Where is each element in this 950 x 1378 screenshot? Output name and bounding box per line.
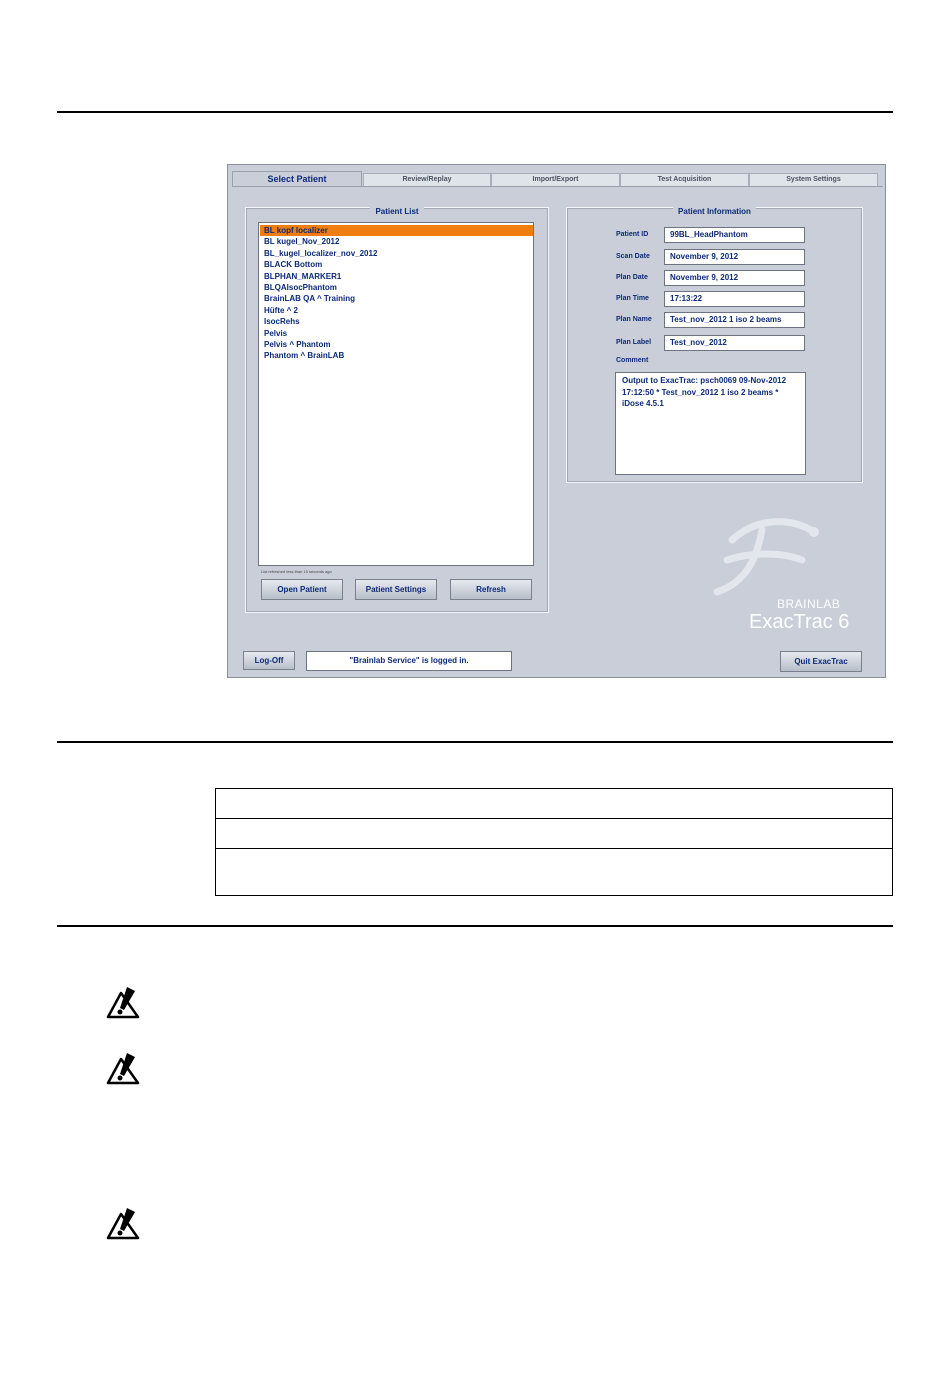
select-patient-panel <box>232 186 883 642</box>
note-icon <box>105 1206 141 1240</box>
patient-list-item[interactable]: BLACK Bottom <box>264 260 323 270</box>
patient-list-item[interactable]: BLQAIsocPhantom <box>264 282 337 292</box>
patient-list-group <box>245 207 549 613</box>
refresh-button[interactable]: Refresh <box>450 579 532 600</box>
tab-review-replay[interactable]: Review/Replay <box>363 173 491 186</box>
quit-exactrac-button[interactable]: Quit ExacTrac <box>780 651 862 672</box>
exactrac-product-name: ExacTrac 6 <box>749 611 850 633</box>
note-icon <box>105 1051 141 1085</box>
patient-info-group <box>566 207 863 483</box>
patient-info-title: Patient Information <box>673 207 756 216</box>
comment-line: 17:12:50 * Test_nov_2012 1 iso 2 beams * <box>622 387 779 397</box>
comment-label: Comment <box>616 357 649 364</box>
plan-date-field: November 9, 2012 <box>664 270 805 286</box>
exactrac-screenshot <box>227 164 886 678</box>
patient-list-item[interactable]: BLPHAN_MARKER1 <box>264 271 342 281</box>
patient-list[interactable] <box>258 222 534 566</box>
patient-settings-button[interactable]: Patient Settings <box>355 579 437 600</box>
empty-table <box>215 788 893 896</box>
patient-id-label: Patient ID <box>616 231 649 238</box>
open-patient-button[interactable]: Open Patient <box>261 579 343 600</box>
scan-date-field: November 9, 2012 <box>664 249 805 265</box>
patient-list-item[interactable]: Hüfte ^ 2 <box>264 305 299 315</box>
patient-list-item[interactable]: BrainLAB QA ^ Training <box>264 294 356 304</box>
plan-name-field: Test_nov_2012 1 iso 2 beams <box>664 312 805 328</box>
patient-list-item[interactable]: BL kopf localizer <box>260 225 533 236</box>
middle-rule <box>57 741 893 743</box>
tab-test-acquisition[interactable]: Test Acquisition <box>620 173 749 186</box>
bottom-bar <box>228 645 885 677</box>
table-row-divider <box>216 818 892 819</box>
tab-system-settings[interactable]: System Settings <box>749 173 878 186</box>
brainlab-wordmark: BRAINLAB <box>777 597 841 611</box>
patient-list-item[interactable]: Pelvis <box>264 328 288 338</box>
patient-list-title: Patient List <box>370 207 423 216</box>
scan-date-label: Scan Date <box>616 253 650 260</box>
tab-bar <box>232 171 882 186</box>
plan-date-label: Plan Date <box>616 274 648 281</box>
tab-import-export[interactable]: Import/Export <box>491 173 620 186</box>
patient-list-item[interactable]: BL kugel_Nov_2012 <box>264 237 340 247</box>
comment-box <box>615 372 806 475</box>
login-status: "Brainlab Service" is logged in. <box>306 651 512 671</box>
lower-rule <box>57 925 893 927</box>
tab-select-patient[interactable]: Select Patient <box>232 171 362 188</box>
plan-time-label: Plan Time <box>616 295 649 302</box>
plan-time-field: 17:13:22 <box>664 291 805 307</box>
patient-list-item[interactable]: Phantom ^ BrainLAB <box>264 351 345 361</box>
log-off-button[interactable]: Log-Off <box>243 651 295 670</box>
patient-id-field: 99BL_HeadPhantom <box>664 227 805 243</box>
plan-label-field: Test_nov_2012 <box>664 335 805 351</box>
brainlab-watermark-icon <box>702 512 832 602</box>
patient-list-item[interactable]: Pelvis ^ Phantom <box>264 339 331 349</box>
plan-label-label: Plan Label <box>616 339 652 346</box>
note-icon <box>105 985 141 1019</box>
patient-list-item[interactable]: IsocRehs <box>264 317 300 327</box>
top-rule <box>57 111 893 113</box>
list-refresh-note: List refreshed less than 10 seconds ago <box>261 569 332 574</box>
comment-line: Output to ExacTrac: psch0069 09-Nov-2012 <box>622 376 787 385</box>
plan-name-label: Plan Name <box>616 316 652 323</box>
comment-line: iDose 4.5.1 <box>622 399 664 408</box>
patient-list-item[interactable]: BL_kugel_localizer_nov_2012 <box>264 248 378 258</box>
table-row-divider <box>216 848 892 849</box>
